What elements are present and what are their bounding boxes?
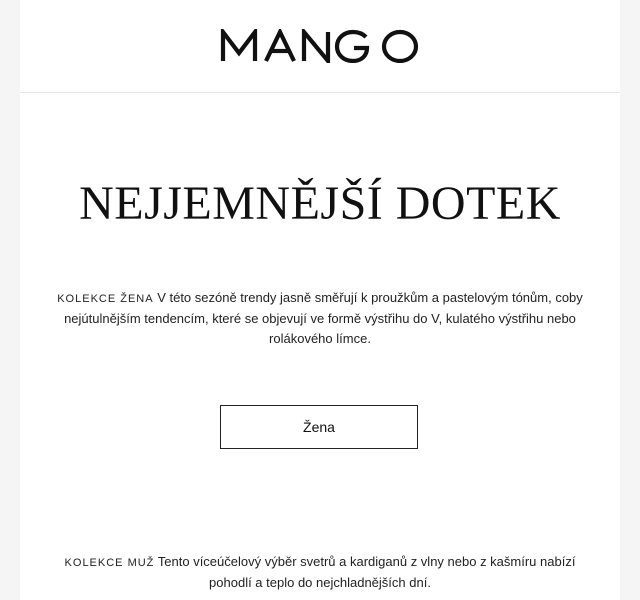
women-collection-kicker: KOLEKCE ŽENA xyxy=(57,293,154,305)
headline: NEJJEMNĚJŠÍ DOTEK xyxy=(79,177,561,231)
mango-logo[interactable] xyxy=(220,29,420,63)
women-collection-text xyxy=(50,288,590,349)
men-collection-description: Tento víceúčelový výběr svetrů a kardiganů z vlny nebo z kašmíru nabízí pohodlí a teplo do nejchladnějších dní. xyxy=(154,554,576,590)
email-page xyxy=(20,0,620,600)
men-collection-text xyxy=(50,552,590,593)
women-collection-description: V této sezóně trendy jasně směřují k proužkům a pastelovým tónům, coby nejútulnějším tendencím, které se objevují ve formě výstřihu do V, kulatého výstřihu nebo rolákového límce. xyxy=(64,290,583,346)
women-button[interactable]: Žena xyxy=(220,405,418,449)
men-collection-kicker: KOLEKCE MUŽ xyxy=(64,557,155,569)
header xyxy=(20,0,620,93)
